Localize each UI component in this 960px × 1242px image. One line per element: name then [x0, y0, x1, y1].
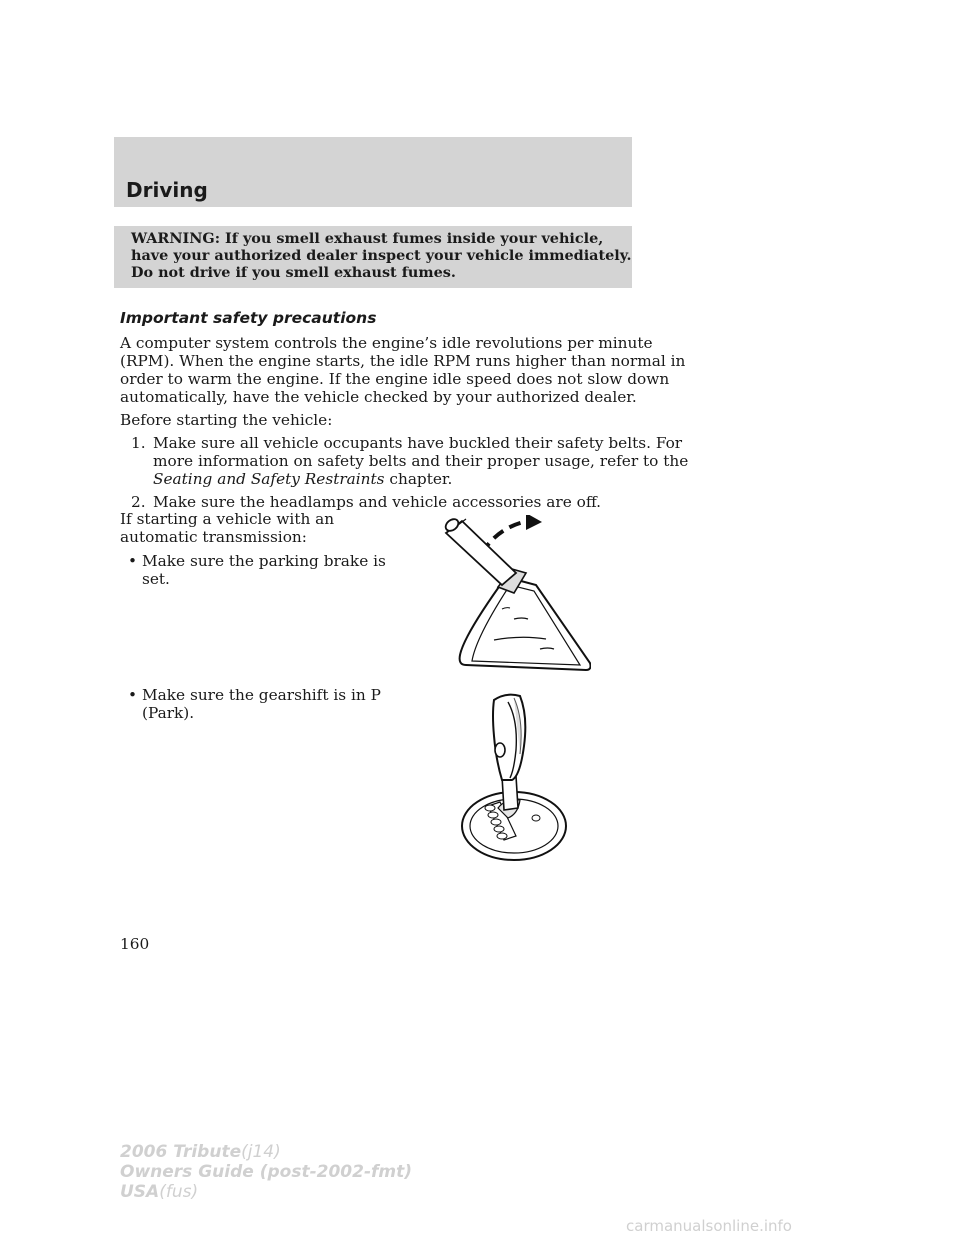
- bullet-item: [128, 552, 386, 588]
- footer-market: USA: [120, 1182, 160, 1202]
- warning-line: WARNING: If you smell exhaust fumes inside your vehicle,: [131, 230, 604, 247]
- footer-code: (j14): [241, 1142, 281, 1162]
- numbered-steps: [131, 434, 689, 516]
- step-number: 1.: [131, 434, 146, 452]
- step-line: more information on safety belts and their proper usage, refer to the: [153, 452, 689, 470]
- footer-line: [120, 1142, 412, 1162]
- page-number: 160: [120, 935, 150, 953]
- footer-line: [120, 1182, 412, 1202]
- intro-paragraph: [120, 334, 686, 406]
- step-line: Make sure the headlamps and vehicle accessories are off.: [153, 493, 602, 511]
- footer-market-code: (fus): [159, 1182, 199, 1202]
- bullet-dot: •: [128, 552, 138, 570]
- subheading: Important safety precautions: [120, 309, 377, 327]
- paragraph-line: If starting a vehicle with an: [120, 510, 335, 528]
- list-item: [131, 434, 689, 488]
- list-item: [131, 493, 651, 511]
- paragraph-line: A computer system controls the engine’s idle revolutions per minute: [120, 334, 653, 352]
- step-number: 2.: [131, 493, 146, 511]
- paragraph-line: automatically, have the vehicle checked by your authorized dealer.: [120, 388, 637, 406]
- bullet-line: set.: [142, 570, 170, 588]
- chapter-reference: Seating and Safety Restraints: [153, 470, 385, 488]
- step-line-end: chapter.: [384, 470, 453, 488]
- section-title: Driving: [126, 178, 208, 202]
- warning-text: [131, 230, 632, 281]
- bullet-dot: •: [128, 686, 138, 704]
- parking-brake-illustration: [436, 515, 591, 675]
- step-line: Make sure all vehicle occupants have buckled their safety belts. For: [153, 434, 683, 452]
- paragraph-line: (RPM). When the engine starts, the idle RPM runs higher than normal in: [120, 352, 686, 370]
- paragraph-line: automatic transmission:: [120, 528, 307, 546]
- footer-guide: Owners Guide (post-2002-fmt): [120, 1162, 413, 1182]
- warning-line: Do not drive if you smell exhaust fumes.: [131, 264, 456, 281]
- footer-line: [120, 1162, 412, 1182]
- document-footer: [120, 1142, 412, 1202]
- bullet-item: [128, 686, 381, 722]
- automatic-intro: [120, 510, 334, 546]
- footer-model: 2006 Tribute: [120, 1142, 242, 1162]
- paragraph-line: order to warm the engine. If the engine idle speed does not slow down: [120, 370, 670, 388]
- warning-line: have your authorized dealer inspect your vehicle immediately.: [131, 247, 632, 264]
- watermark-text: carmanualsonline.info: [626, 1217, 792, 1235]
- bullet-line: Make sure the parking brake is: [142, 552, 386, 570]
- step-reference-line: [153, 470, 651, 488]
- bullet-line: Make sure the gearshift is in P: [142, 686, 381, 704]
- gearshift-illustration: [458, 690, 570, 862]
- bullet-line: (Park).: [142, 704, 195, 722]
- before-starting-text: Before starting the vehicle:: [120, 411, 333, 429]
